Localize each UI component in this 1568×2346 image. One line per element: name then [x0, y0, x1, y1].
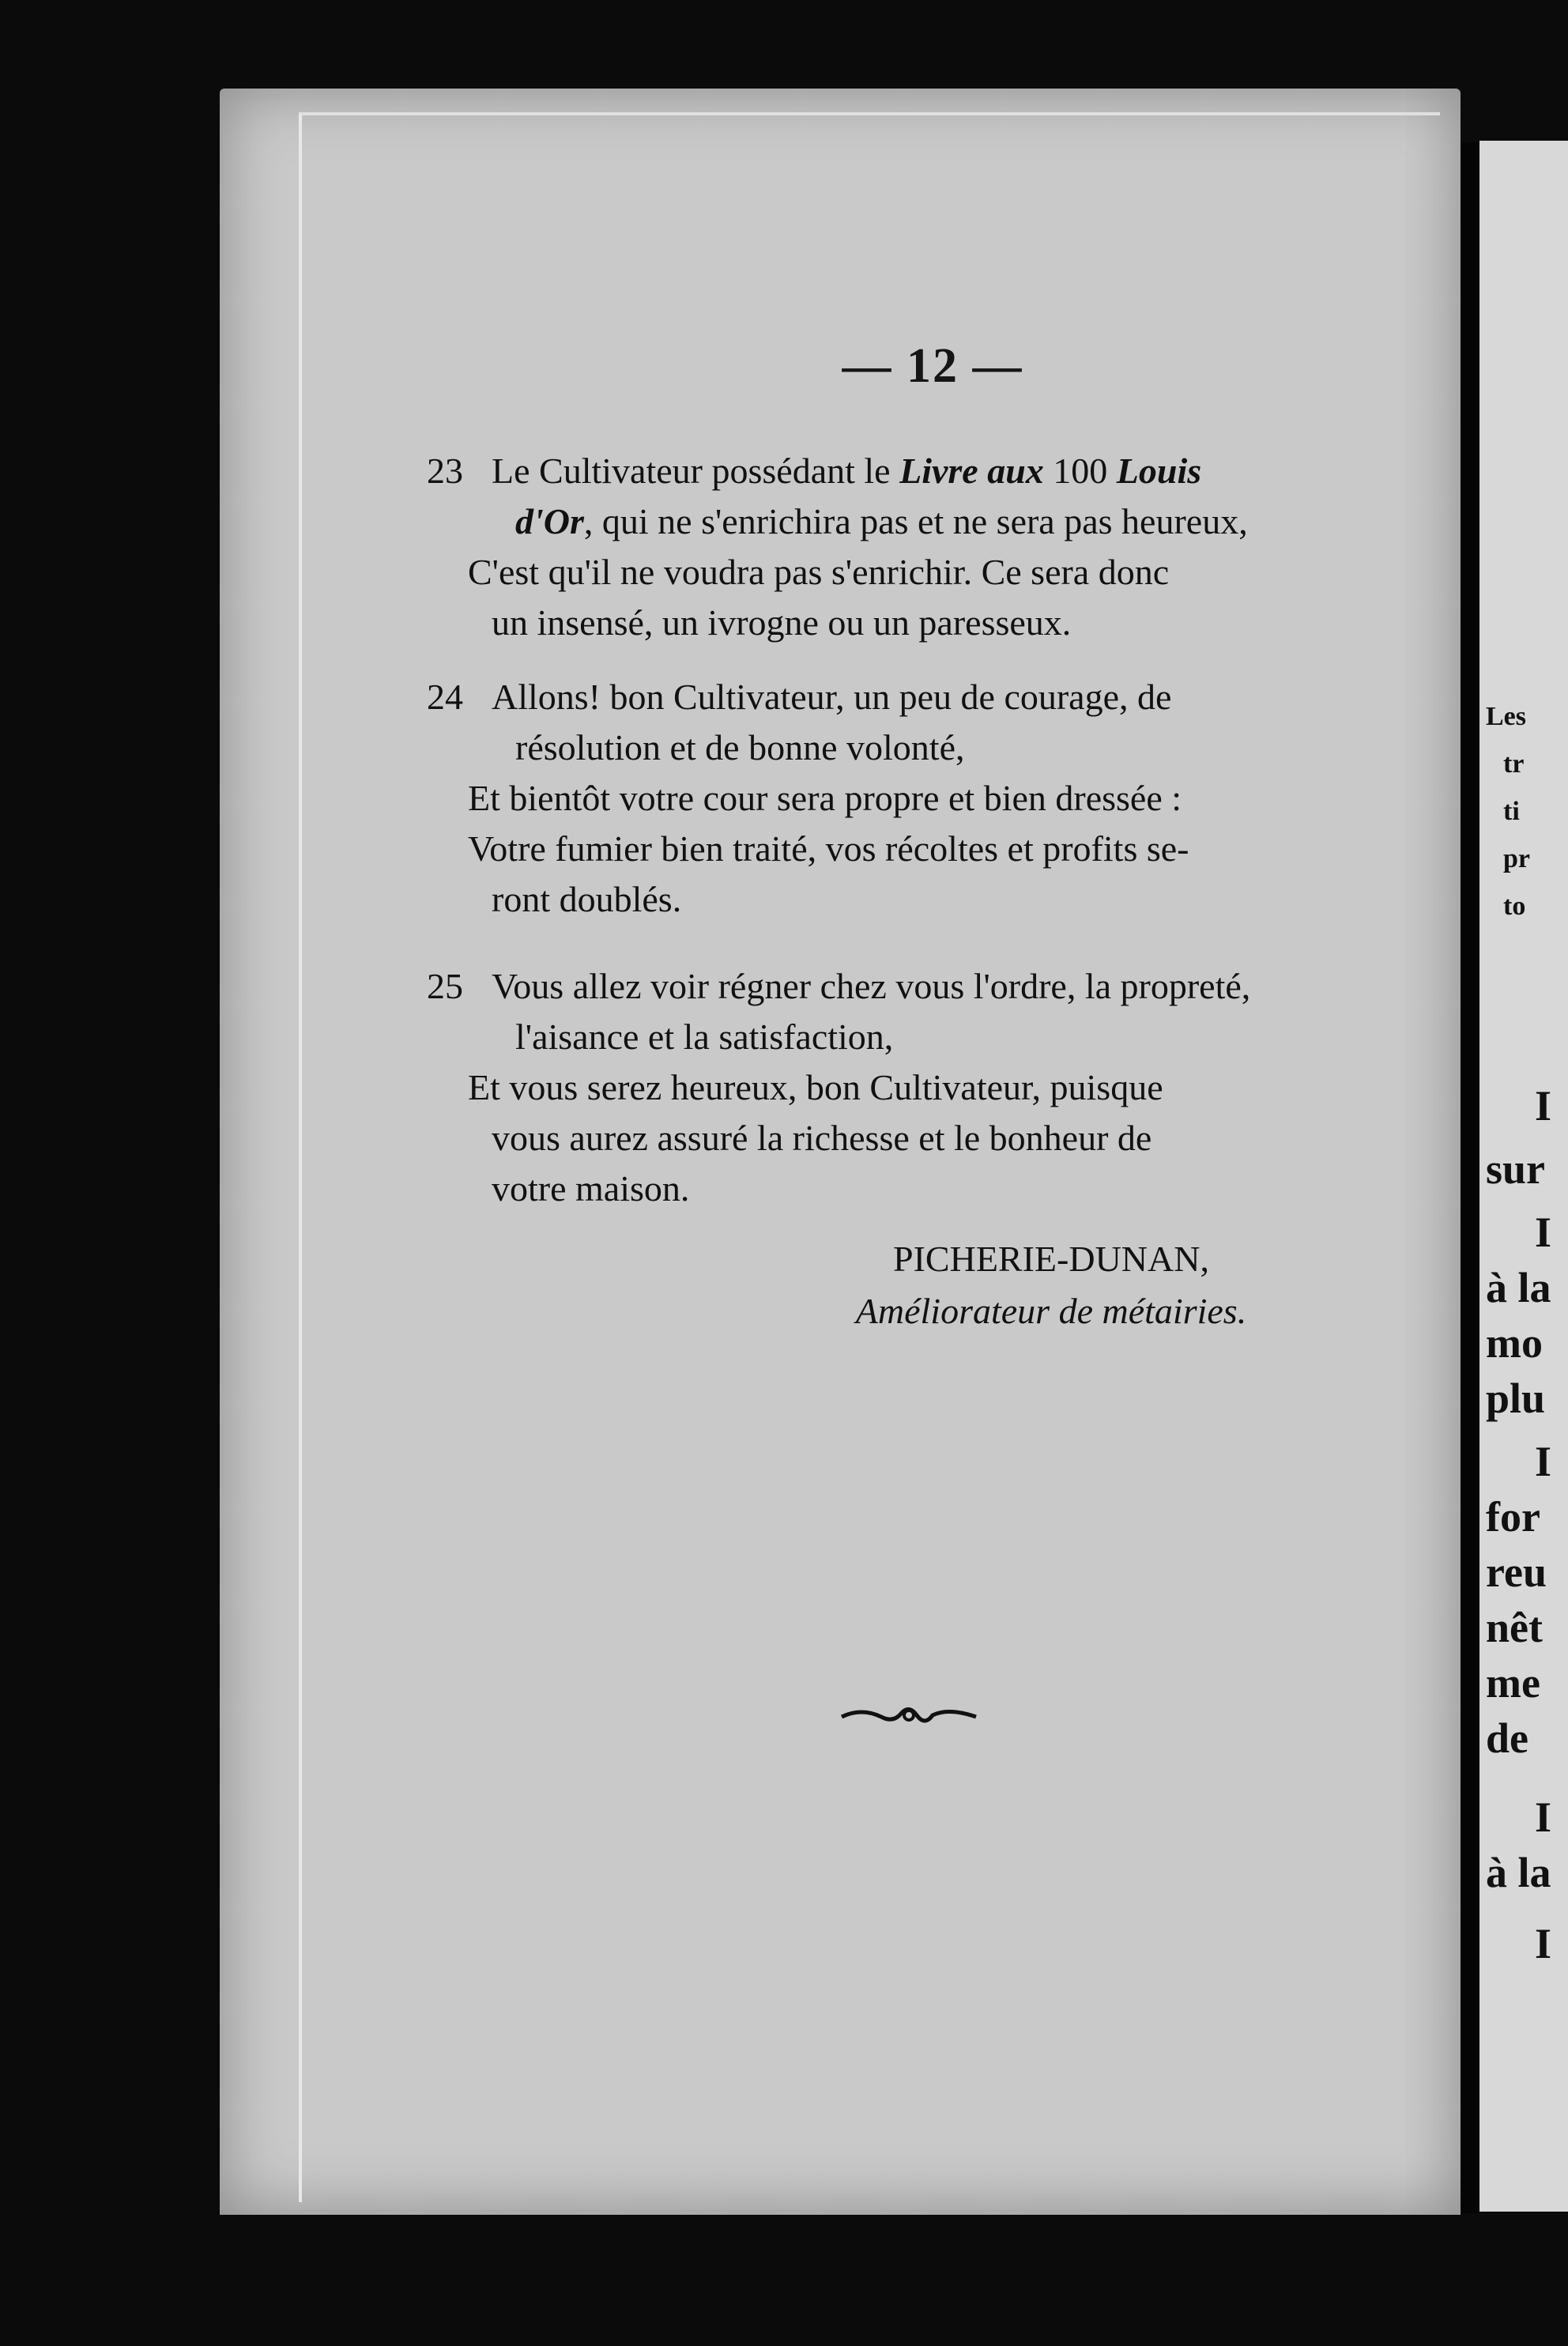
- entry-line: d'Or, qui ne s'enrichira pas et ne sera pas heureux,: [515, 501, 1248, 541]
- entry-23: [427, 446, 1430, 648]
- fragment-text: I: [1535, 1920, 1552, 1967]
- book-spine: [1461, 142, 1479, 2213]
- author-name: PICHERIE-DUNAN,: [893, 1239, 1209, 1279]
- fragment-text: I: [1535, 1209, 1552, 1256]
- fragment-text: nêt: [1486, 1604, 1543, 1651]
- fragment-text: à la: [1486, 1849, 1551, 1896]
- entry-line: Votre fumier bien traité, vos récoltes et profits se-: [468, 828, 1189, 869]
- entry-line: Vous allez voir régner chez vous l'ordre, la propreté,: [492, 966, 1251, 1006]
- fragment-text: sur: [1486, 1145, 1546, 1193]
- fragment-text: pr: [1503, 844, 1530, 873]
- fragment-text: I: [1535, 1793, 1552, 1841]
- fragment-text: I: [1535, 1438, 1552, 1485]
- entry-line: votre maison.: [492, 1168, 690, 1209]
- page-number: — 12 —: [842, 339, 1023, 393]
- adjacent-page-edge: [1479, 141, 1568, 2212]
- entry-line: un insensé, un ivrogne ou un paresseux.: [492, 602, 1072, 643]
- entry-line: ront doublés.: [492, 879, 682, 919]
- entry-25: [427, 961, 1430, 1214]
- entry-line: Le Cultivateur possédant le Livre aux 100 Louis: [492, 451, 1202, 491]
- entry-line: C'est qu'il ne voudra pas s'enrichir. Ce sera donc: [468, 552, 1170, 592]
- fragment-text: to: [1503, 892, 1526, 921]
- signature-block: [775, 1233, 1328, 1337]
- fragment-text: ti: [1503, 797, 1520, 826]
- entry-number: 23: [427, 451, 463, 491]
- entry-line: Et bientôt votre cour sera propre et bien dressée :: [468, 778, 1182, 818]
- entry-number: 24: [427, 677, 463, 717]
- fragment-text: mo: [1486, 1319, 1543, 1367]
- entry-line: vous aurez assuré la richesse et le bonheur de: [492, 1118, 1152, 1158]
- fragment-text: tr: [1503, 749, 1525, 779]
- entry-line: Et vous serez heureux, bon Cultivateur, puisque: [468, 1067, 1163, 1107]
- entry-line: résolution et de bonne volonté,: [515, 727, 965, 768]
- entry-line: Allons! bon Cultivateur, un peu de courage, de: [492, 677, 1172, 717]
- entry-24: [427, 672, 1430, 925]
- ornament-flourish: [838, 1699, 980, 1731]
- fragment-text: Les: [1486, 702, 1526, 731]
- fragment-text: de: [1486, 1714, 1528, 1762]
- entry-line: l'aisance et la satisfaction,: [515, 1016, 894, 1057]
- fragment-text: plu: [1486, 1375, 1546, 1422]
- author-title: Améliorateur de métairies.: [855, 1291, 1247, 1331]
- fragment-text: I: [1535, 1082, 1552, 1130]
- entry-number: 25: [427, 966, 463, 1006]
- fragment-text: à la: [1486, 1264, 1551, 1311]
- fragment-text: for: [1486, 1493, 1540, 1541]
- fragment-text: reu: [1486, 1548, 1547, 1596]
- fragment-text: me: [1486, 1659, 1540, 1707]
